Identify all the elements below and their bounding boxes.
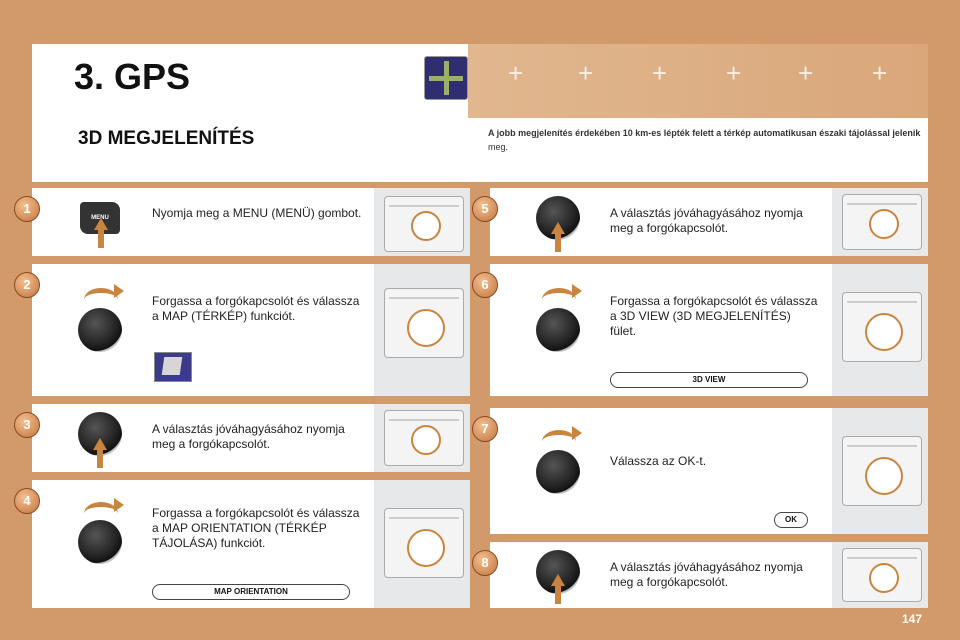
rotary-knob-icon (536, 308, 580, 352)
map-orientation-pill: MAP ORIENTATION (152, 584, 350, 600)
page-number: 147 (901, 612, 922, 626)
step-number: 5 (472, 196, 498, 222)
press-arrow-icon (551, 222, 565, 252)
step-number: 1 (14, 196, 40, 222)
radio-device-icon (384, 196, 464, 252)
step-number: 2 (14, 272, 40, 298)
menu-button-icon: MENU (80, 202, 120, 234)
step-text: Válassza az OK-t. (610, 454, 707, 468)
header-decoration: + + + + + + (468, 44, 928, 118)
device-panel (374, 404, 470, 472)
3d-view-pill: 3D VIEW (610, 372, 808, 388)
step-8 (481, 542, 928, 608)
device-panel (374, 264, 470, 396)
step-6 (481, 264, 928, 396)
step-text: Forgassa a forgókapcsolót és válassza a MAP (TÉRKÉP) funkciót. (152, 294, 360, 323)
radio-device-icon (384, 410, 464, 466)
step-text: A választás jóváhagyásához nyomja meg a forgókapcsolót. (152, 422, 345, 451)
step-3 (23, 404, 470, 472)
step-text: A választás jóváhagyásához nyomja meg a forgókapcsolót. (610, 560, 803, 589)
info-note-bold: A jobb megjelenítés érdekében 10 km-es lépték felett a térkép automatikusan északi tájolással jelenik (488, 128, 921, 138)
rotary-knob-icon (78, 520, 122, 564)
radio-device-icon (842, 436, 922, 506)
device-panel (374, 188, 470, 256)
device-panel (832, 408, 928, 534)
page-title: 3. GPS (74, 56, 191, 97)
info-note (488, 126, 928, 154)
step-5 (481, 188, 928, 256)
radio-device-icon (842, 292, 922, 362)
press-arrow-icon (94, 218, 108, 248)
radio-device-icon (842, 194, 922, 250)
step-number: 8 (472, 550, 498, 576)
radio-device-icon (384, 508, 464, 578)
info-note-rest: meg. (488, 142, 509, 152)
device-panel (832, 264, 928, 396)
step-1 (23, 188, 470, 256)
step-number: 3 (14, 412, 40, 438)
step-number: 7 (472, 416, 498, 442)
ok-pill: OK (774, 512, 808, 528)
step-number: 4 (14, 488, 40, 514)
map-icon (154, 352, 192, 382)
step-4 (23, 480, 470, 608)
radio-device-icon (384, 288, 464, 358)
step-7 (481, 408, 928, 534)
step-number: 6 (472, 272, 498, 298)
device-panel (832, 188, 928, 256)
rotary-knob-icon (78, 308, 122, 352)
section-title: 3D MEGJELENÍTÉS (78, 128, 255, 149)
step-text: Forgassa a forgókapcsolót és válassza a 3D VIEW (3D MEGJELENÍTÉS) fület. (610, 294, 818, 338)
gps-cross-icon (424, 56, 468, 100)
press-arrow-icon (551, 574, 565, 604)
device-panel (374, 480, 470, 608)
header (32, 44, 928, 182)
step-2 (23, 264, 470, 396)
step-text: A választás jóváhagyásához nyomja meg a forgókapcsolót. (610, 206, 803, 235)
rotary-knob-icon (536, 450, 580, 494)
device-panel (832, 542, 928, 608)
radio-device-icon (842, 548, 922, 602)
step-text: Forgassa a forgókapcsolót és válassza a MAP ORIENTATION (TÉRKÉP TÁJOLÁSA) funkciót. (152, 506, 360, 550)
step-text: Nyomja meg a MENU (MENÜ) gombot. (152, 206, 362, 220)
manual-page (23, 44, 928, 610)
press-arrow-icon (93, 438, 107, 468)
